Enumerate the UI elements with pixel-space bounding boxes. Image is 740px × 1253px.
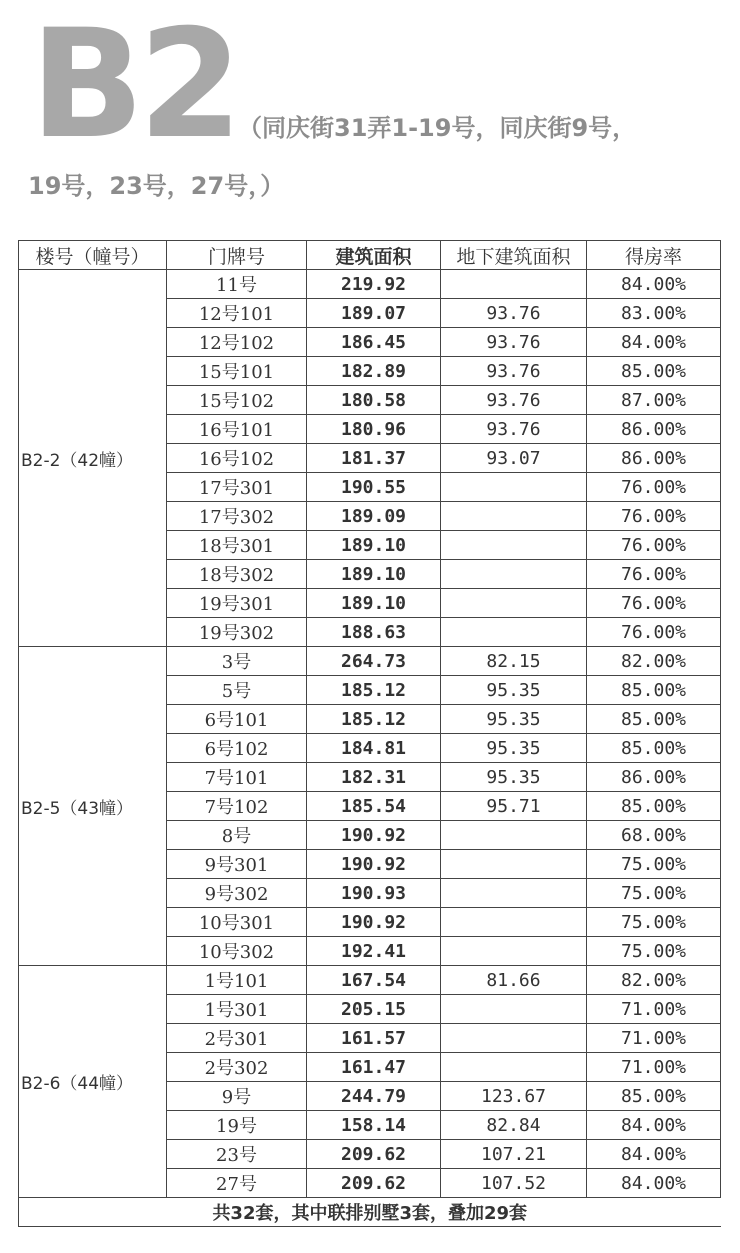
efficiency-cell: 75.00% bbox=[587, 908, 721, 937]
unit-number-cell: 7号102 bbox=[167, 792, 307, 821]
table-header-row bbox=[19, 241, 721, 270]
building-area-cell: 189.07 bbox=[307, 299, 441, 328]
building-area-cell: 181.37 bbox=[307, 444, 441, 473]
efficiency-cell: 85.00% bbox=[587, 676, 721, 705]
building-area-cell: 189.10 bbox=[307, 531, 441, 560]
efficiency-cell: 76.00% bbox=[587, 502, 721, 531]
building-area-cell: 190.92 bbox=[307, 821, 441, 850]
efficiency-cell: 84.00% bbox=[587, 270, 721, 299]
col-header-efficiency: 得房率 bbox=[587, 241, 721, 270]
building-group-label: B2-2（42幢） bbox=[19, 270, 167, 647]
building-area-cell: 185.12 bbox=[307, 676, 441, 705]
building-area-cell: 190.55 bbox=[307, 473, 441, 502]
efficiency-cell: 86.00% bbox=[587, 763, 721, 792]
basement-area-cell bbox=[441, 821, 587, 850]
unit-number-cell: 15号101 bbox=[167, 357, 307, 386]
unit-number-cell: 9号301 bbox=[167, 850, 307, 879]
basement-area-cell bbox=[441, 589, 587, 618]
efficiency-cell: 76.00% bbox=[587, 589, 721, 618]
unit-area-table bbox=[18, 240, 721, 1227]
unit-number-cell: 3号 bbox=[167, 647, 307, 676]
building-area-cell: 161.47 bbox=[307, 1053, 441, 1082]
efficiency-cell: 71.00% bbox=[587, 1053, 721, 1082]
col-header-basement-area: 地下建筑面积 bbox=[441, 241, 587, 270]
efficiency-cell: 71.00% bbox=[587, 995, 721, 1024]
efficiency-cell: 84.00% bbox=[587, 1111, 721, 1140]
unit-number-cell: 12号101 bbox=[167, 299, 307, 328]
efficiency-cell: 86.00% bbox=[587, 415, 721, 444]
efficiency-cell: 76.00% bbox=[587, 473, 721, 502]
unit-number-cell: 9号302 bbox=[167, 879, 307, 908]
basement-area-cell: 93.76 bbox=[441, 328, 587, 357]
unit-number-cell: 1号101 bbox=[167, 966, 307, 995]
unit-number-cell: 6号102 bbox=[167, 734, 307, 763]
efficiency-cell: 82.00% bbox=[587, 966, 721, 995]
table-footer-row bbox=[19, 1198, 721, 1227]
building-area-cell: 219.92 bbox=[307, 270, 441, 299]
building-area-cell: 190.93 bbox=[307, 879, 441, 908]
building-code-title: B2 bbox=[30, 0, 237, 172]
basement-area-cell bbox=[441, 850, 587, 879]
building-area-cell: 182.31 bbox=[307, 763, 441, 792]
col-header-area: 建筑面积 bbox=[307, 241, 441, 270]
basement-area-cell: 95.35 bbox=[441, 705, 587, 734]
basement-area-cell bbox=[441, 618, 587, 647]
efficiency-cell: 71.00% bbox=[587, 1024, 721, 1053]
efficiency-cell: 83.00% bbox=[587, 299, 721, 328]
building-area-cell: 186.45 bbox=[307, 328, 441, 357]
building-area-cell: 189.10 bbox=[307, 589, 441, 618]
basement-area-cell: 82.84 bbox=[441, 1111, 587, 1140]
building-area-cell: 264.73 bbox=[307, 647, 441, 676]
building-area-cell: 180.58 bbox=[307, 386, 441, 415]
building-area-cell: 180.96 bbox=[307, 415, 441, 444]
unit-number-cell: 7号101 bbox=[167, 763, 307, 792]
building-area-cell: 185.54 bbox=[307, 792, 441, 821]
unit-number-cell: 19号301 bbox=[167, 589, 307, 618]
unit-number-cell: 27号 bbox=[167, 1169, 307, 1198]
table-row bbox=[19, 270, 721, 299]
efficiency-cell: 84.00% bbox=[587, 1140, 721, 1169]
basement-area-cell: 82.15 bbox=[441, 647, 587, 676]
efficiency-cell: 75.00% bbox=[587, 879, 721, 908]
building-group-label: B2-5（43幢） bbox=[19, 647, 167, 966]
basement-area-cell bbox=[441, 1024, 587, 1053]
basement-area-cell: 107.21 bbox=[441, 1140, 587, 1169]
building-area-cell: 158.14 bbox=[307, 1111, 441, 1140]
efficiency-cell: 68.00% bbox=[587, 821, 721, 850]
building-area-cell: 185.12 bbox=[307, 705, 441, 734]
efficiency-cell: 76.00% bbox=[587, 531, 721, 560]
building-group-label: B2-6（44幢） bbox=[19, 966, 167, 1198]
basement-area-cell bbox=[441, 270, 587, 299]
efficiency-cell: 87.00% bbox=[587, 386, 721, 415]
unit-number-cell: 19号 bbox=[167, 1111, 307, 1140]
efficiency-cell: 85.00% bbox=[587, 792, 721, 821]
building-area-cell: 192.41 bbox=[307, 937, 441, 966]
unit-number-cell: 15号102 bbox=[167, 386, 307, 415]
address-subtitle-line2: 19号，23号，27号，） bbox=[28, 172, 285, 200]
building-area-cell: 190.92 bbox=[307, 908, 441, 937]
basement-area-cell bbox=[441, 502, 587, 531]
efficiency-cell: 84.00% bbox=[587, 328, 721, 357]
basement-area-cell bbox=[441, 531, 587, 560]
basement-area-cell: 93.76 bbox=[441, 386, 587, 415]
table-body bbox=[19, 270, 721, 1198]
unit-number-cell: 8号 bbox=[167, 821, 307, 850]
unit-number-cell: 6号101 bbox=[167, 705, 307, 734]
unit-number-cell: 1号301 bbox=[167, 995, 307, 1024]
unit-number-cell: 16号102 bbox=[167, 444, 307, 473]
address-subtitle-line1: （同庆街31弄1-19号，同庆街9号， bbox=[238, 114, 637, 142]
basement-area-cell: 93.07 bbox=[441, 444, 587, 473]
unit-number-cell: 17号302 bbox=[167, 502, 307, 531]
basement-area-cell bbox=[441, 560, 587, 589]
basement-area-cell bbox=[441, 995, 587, 1024]
efficiency-cell: 86.00% bbox=[587, 444, 721, 473]
unit-number-cell: 5号 bbox=[167, 676, 307, 705]
efficiency-cell: 85.00% bbox=[587, 705, 721, 734]
unit-number-cell: 18号301 bbox=[167, 531, 307, 560]
unit-number-cell: 2号301 bbox=[167, 1024, 307, 1053]
col-header-unit: 门牌号 bbox=[167, 241, 307, 270]
building-area-cell: 167.54 bbox=[307, 966, 441, 995]
unit-number-cell: 12号102 bbox=[167, 328, 307, 357]
basement-area-cell bbox=[441, 879, 587, 908]
unit-number-cell: 17号301 bbox=[167, 473, 307, 502]
basement-area-cell: 107.52 bbox=[441, 1169, 587, 1198]
building-area-cell: 209.62 bbox=[307, 1169, 441, 1198]
unit-number-cell: 10号302 bbox=[167, 937, 307, 966]
efficiency-cell: 75.00% bbox=[587, 850, 721, 879]
basement-area-cell: 95.35 bbox=[441, 676, 587, 705]
building-area-cell: 244.79 bbox=[307, 1082, 441, 1111]
efficiency-cell: 76.00% bbox=[587, 618, 721, 647]
efficiency-cell: 75.00% bbox=[587, 937, 721, 966]
unit-number-cell: 9号 bbox=[167, 1082, 307, 1111]
basement-area-cell bbox=[441, 473, 587, 502]
unit-number-cell: 19号302 bbox=[167, 618, 307, 647]
building-area-cell: 205.15 bbox=[307, 995, 441, 1024]
efficiency-cell: 85.00% bbox=[587, 357, 721, 386]
basement-area-cell: 95.35 bbox=[441, 734, 587, 763]
basement-area-cell: 95.71 bbox=[441, 792, 587, 821]
efficiency-cell: 76.00% bbox=[587, 560, 721, 589]
table-row bbox=[19, 647, 721, 676]
basement-area-cell bbox=[441, 937, 587, 966]
unit-number-cell: 10号301 bbox=[167, 908, 307, 937]
unit-number-cell: 18号302 bbox=[167, 560, 307, 589]
building-area-cell: 184.81 bbox=[307, 734, 441, 763]
basement-area-cell: 123.67 bbox=[441, 1082, 587, 1111]
basement-area-cell bbox=[441, 1053, 587, 1082]
unit-number-cell: 11号 bbox=[167, 270, 307, 299]
table-summary: 共32套，其中联排别墅3套，叠加29套 bbox=[19, 1198, 721, 1227]
building-area-cell: 190.92 bbox=[307, 850, 441, 879]
basement-area-cell bbox=[441, 908, 587, 937]
col-header-building: 楼号（幢号） bbox=[19, 241, 167, 270]
basement-area-cell: 95.35 bbox=[441, 763, 587, 792]
unit-number-cell: 23号 bbox=[167, 1140, 307, 1169]
building-area-cell: 161.57 bbox=[307, 1024, 441, 1053]
basement-area-cell: 93.76 bbox=[441, 357, 587, 386]
building-area-cell: 182.89 bbox=[307, 357, 441, 386]
basement-area-cell: 81.66 bbox=[441, 966, 587, 995]
efficiency-cell: 84.00% bbox=[587, 1169, 721, 1198]
efficiency-cell: 85.00% bbox=[587, 1082, 721, 1111]
building-area-cell: 189.10 bbox=[307, 560, 441, 589]
page-header bbox=[0, 0, 740, 240]
efficiency-cell: 85.00% bbox=[587, 734, 721, 763]
basement-area-cell: 93.76 bbox=[441, 299, 587, 328]
building-area-cell: 209.62 bbox=[307, 1140, 441, 1169]
building-area-cell: 188.63 bbox=[307, 618, 441, 647]
unit-number-cell: 16号101 bbox=[167, 415, 307, 444]
table-row bbox=[19, 966, 721, 995]
basement-area-cell: 93.76 bbox=[441, 415, 587, 444]
unit-number-cell: 2号302 bbox=[167, 1053, 307, 1082]
building-area-cell: 189.09 bbox=[307, 502, 441, 531]
efficiency-cell: 82.00% bbox=[587, 647, 721, 676]
